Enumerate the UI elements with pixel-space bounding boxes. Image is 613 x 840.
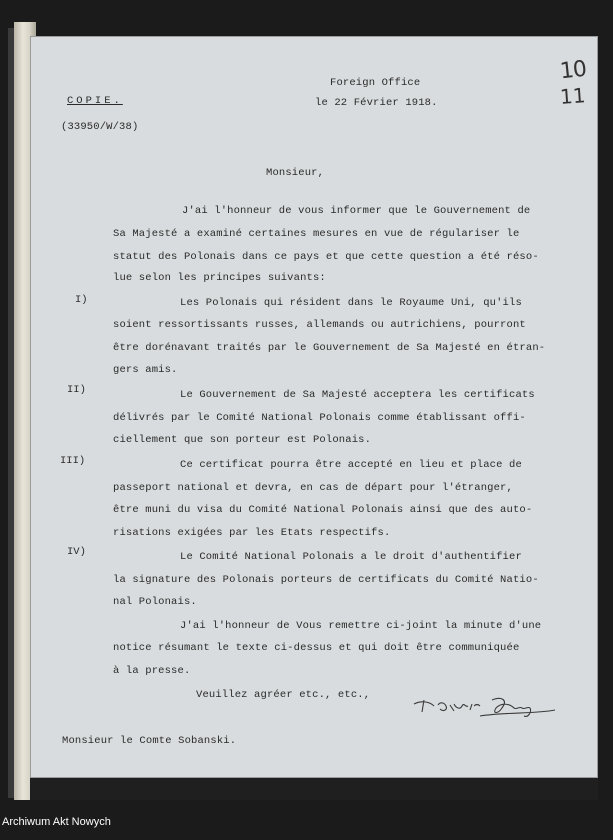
body-line: risations exigées par les Etats respectifs.	[113, 527, 391, 539]
numeral-4: IV)	[67, 546, 86, 558]
body-line: gers amis.	[113, 364, 178, 376]
body-line: Ce certificat pourra être accepté en lieu et place de	[180, 459, 522, 471]
body-line: passeport national et devra, en cas de départ pour l'étranger,	[113, 482, 513, 494]
body-line: Sa Majesté a examiné certaines mesures en vue de régulariser le	[113, 228, 520, 240]
body-line: délivrés par le Comité National Polonais comme établissant offi-	[113, 412, 526, 424]
signature-image	[410, 690, 560, 722]
body-line: ciellement que son porteur est Polonais.	[113, 434, 372, 446]
body-line: statut des Polonais dans ce pays et que cette question a été réso-	[113, 251, 539, 263]
body-line: soient ressortissants russes, allemands ou autrichiens, pourront	[113, 319, 526, 331]
body-line: Le Gouvernement de Sa Majesté acceptera les certificats	[180, 389, 535, 401]
archive-label: Archiwum Akt Nowych	[2, 816, 111, 828]
addressee: Monsieur le Comte Sobanski.	[62, 735, 237, 747]
body-line: être dorénavant traités par le Gouvernement de Sa Majesté en étran-	[113, 342, 546, 354]
numeral-3: III)	[60, 455, 86, 467]
numeral-1: I)	[75, 294, 88, 306]
closing: Veuillez agréer etc., etc.,	[196, 689, 371, 701]
page-bottom-strip	[30, 778, 598, 800]
body-line: lue selon les principes suivants:	[113, 272, 326, 284]
body-line: notice résumant le texte ci-dessus et qui doit être communiquée	[113, 642, 520, 654]
folio-number: 10	[558, 56, 588, 85]
reference-number: (33950/W/38)	[61, 121, 139, 133]
body-line: J'ai l'honneur de vous informer que le Gouvernement de	[182, 205, 531, 217]
body-line: Les Polonais qui résident dans le Royaume Uni, qu'ils	[180, 297, 522, 309]
header-date: le 22 Février 1918.	[315, 97, 438, 109]
copie-label: COPIE.	[67, 95, 123, 107]
body-line: être muni du visa du Comité National Polonais ainsi que des auto-	[113, 504, 533, 516]
body-line: Le Comité National Polonais a le droit d'authentifier	[180, 551, 522, 563]
folio-number-2: 11	[559, 83, 587, 109]
numeral-2: II)	[67, 384, 86, 396]
body-line: à la presse.	[113, 665, 191, 677]
body-line: J'ai l'honneur de Vous remettre ci-joint la minute d'une	[180, 620, 542, 632]
header-office: Foreign Office	[330, 77, 421, 89]
body-line: nal Polonais.	[113, 596, 197, 608]
salutation: Monsieur,	[266, 167, 325, 179]
body-line: la signature des Polonais porteurs de certificats du Comité Natio-	[113, 574, 539, 586]
